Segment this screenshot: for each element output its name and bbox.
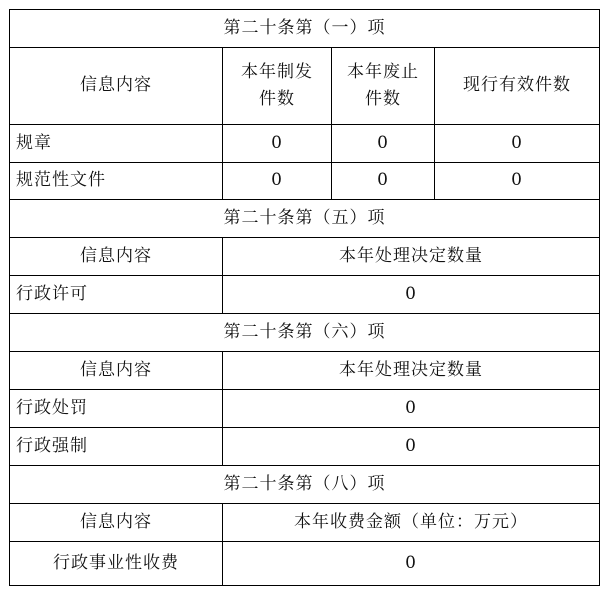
table-row — [10, 390, 600, 428]
section-title: 第二十条第（六）项 — [10, 314, 600, 352]
repealed-value: 0 — [332, 163, 435, 200]
row-label: 行政许可 — [10, 276, 223, 314]
header-effective-count: 现行有效件数 — [435, 48, 600, 125]
effective-value: 0 — [435, 163, 600, 200]
section-3-title-row — [10, 314, 600, 352]
repealed-value: 0 — [332, 125, 435, 163]
section-3-header-row — [10, 352, 600, 390]
row-label: 行政处罚 — [10, 390, 223, 428]
issued-value: 0 — [223, 125, 332, 163]
section-1-title-row — [10, 10, 600, 48]
issued-value: 0 — [223, 163, 332, 200]
row-label: 规章 — [10, 125, 223, 163]
section-title: 第二十条第（八）项 — [10, 466, 600, 504]
effective-value: 0 — [435, 125, 600, 163]
header-repealed-count: 本年废止件数 — [332, 48, 435, 125]
header-issued-count: 本年制发件数 — [223, 48, 332, 125]
table-row — [10, 125, 600, 163]
row-label: 行政强制 — [10, 428, 223, 466]
header-info-content: 信息内容 — [10, 48, 223, 125]
section-title: 第二十条第（五）项 — [10, 200, 600, 238]
disclosure-table — [9, 9, 600, 586]
table-row — [10, 542, 600, 586]
section-title: 第二十条第（一）项 — [10, 10, 600, 48]
header-decision-count: 本年处理决定数量 — [223, 238, 600, 276]
header-info-content: 信息内容 — [10, 352, 223, 390]
section-2-title-row — [10, 200, 600, 238]
header-info-content: 信息内容 — [10, 504, 223, 542]
section-4-header-row — [10, 504, 600, 542]
row-label: 行政事业性收费 — [10, 542, 223, 586]
row-value: 0 — [223, 390, 600, 428]
header-decision-count: 本年处理决定数量 — [223, 352, 600, 390]
row-value: 0 — [223, 542, 600, 586]
header-info-content: 信息内容 — [10, 238, 223, 276]
table-row — [10, 163, 600, 200]
row-value: 0 — [223, 428, 600, 466]
section-2-header-row — [10, 238, 600, 276]
header-fee-amount: 本年收费金额（单位：万元） — [223, 504, 600, 542]
table-row — [10, 276, 600, 314]
row-label: 规范性文件 — [10, 163, 223, 200]
section-4-title-row — [10, 466, 600, 504]
section-1-header-row — [10, 48, 600, 125]
table-row — [10, 428, 600, 466]
row-value: 0 — [223, 276, 600, 314]
